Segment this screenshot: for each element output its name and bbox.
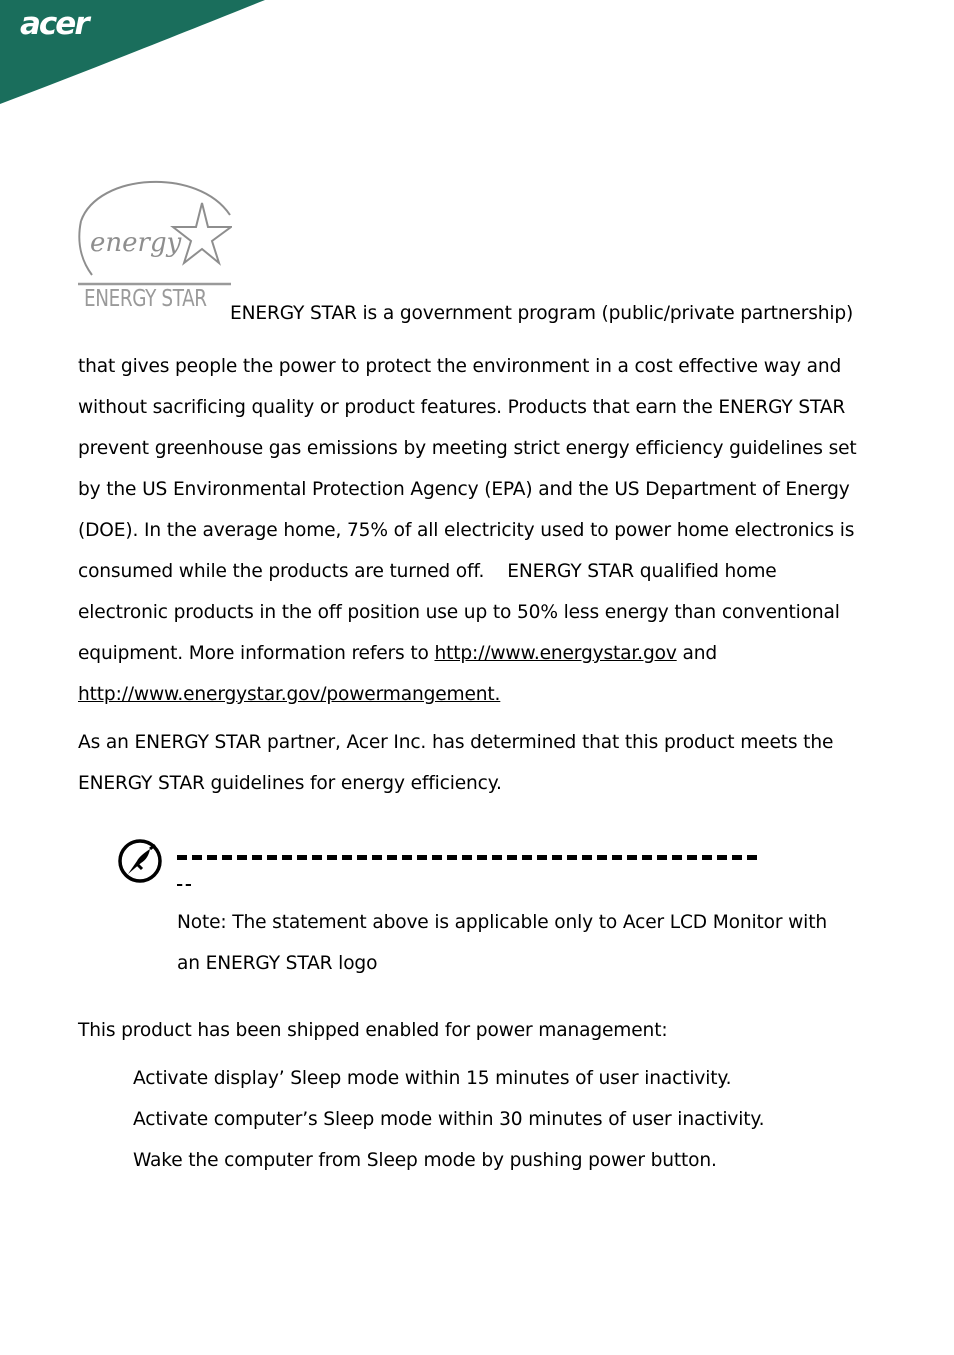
intro-line-3: without sacrificing quality or product features. Products that earn the ENERGY STAR (78, 397, 846, 418)
header-banner (0, 0, 954, 110)
partner-line-1: As an ENERGY STAR partner, Acer Inc. has determined that this product meets the (78, 732, 834, 753)
intro-line-6: (DOE). In the average home, 75% of all electricity used to power home electronics is (78, 520, 855, 541)
power-management-item-2: Activate computer’s Sleep mode within 30 minutes of user inactivity. (133, 1109, 765, 1130)
note-pen-icon (117, 838, 165, 884)
energystar-link[interactable]: http://www.energystar.gov (434, 643, 677, 664)
intro-line-4: prevent greenhouse gas emissions by meeting strict energy efficiency guidelines set (78, 438, 857, 459)
intro-line-5: by the US Environmental Protection Agency (EPA) and the US Department of Energy (78, 479, 850, 500)
power-management-intro: This product has been shipped enabled for power management: (78, 1020, 668, 1041)
energy-script-text: energy (90, 228, 182, 258)
intro-line-7: consumed while the products are turned off. ENERGY STAR qualified home (78, 561, 777, 582)
powermanagement-link[interactable]: http://www.energystar.gov/powermangement. (78, 684, 501, 705)
acer-logo: acer (20, 6, 88, 42)
intro-line-2: that gives people the power to protect the environment in a cost effective way and (78, 356, 842, 377)
info-prefix: equipment. More information refers to (78, 643, 435, 664)
info-and: and (676, 643, 717, 664)
energy-star-logo-label: ENERGY STAR (84, 286, 207, 312)
note-divider-continuation (177, 884, 191, 886)
note-line-1: Note: The statement above is applicable only to Acer LCD Monitor with (177, 912, 827, 933)
powermanagement-link-line (78, 684, 500, 706)
intro-line-1: ENERGY STAR is a government program (public/private partnership) (230, 303, 854, 324)
power-management-item-3: Wake the computer from Sleep mode by pushing power button. (133, 1150, 717, 1171)
note-divider (177, 855, 757, 860)
info-line (78, 643, 717, 665)
power-management-item-1: Activate display’ Sleep mode within 15 minutes of user inactivity. (133, 1068, 732, 1089)
partner-line-2: ENERGY STAR guidelines for energy efficiency. (78, 773, 502, 794)
intro-line-8: electronic products in the off position use up to 50% less energy than conventional (78, 602, 840, 623)
note-line-2: an ENERGY STAR logo (177, 953, 378, 974)
